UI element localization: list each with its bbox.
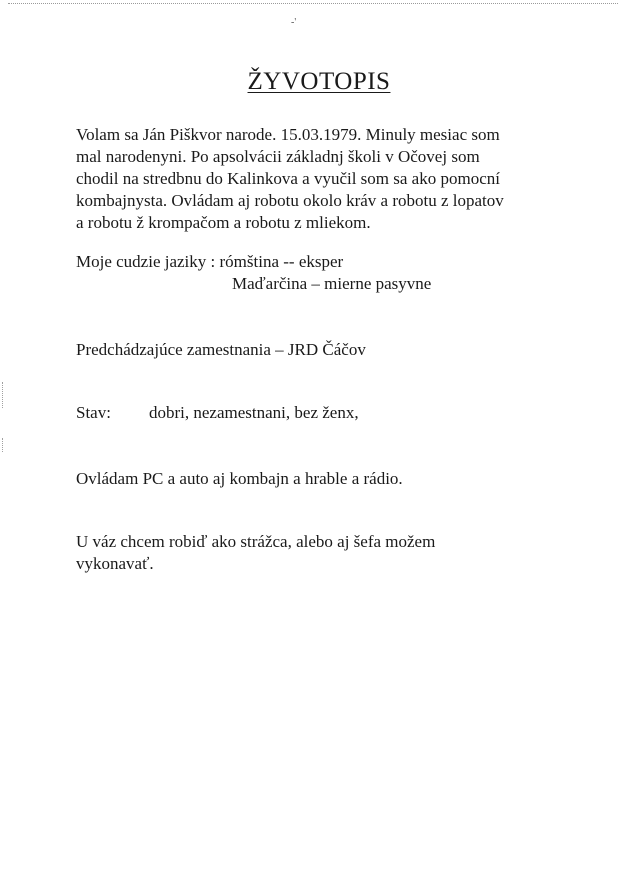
languages-line: Moje cudzie jaziky : rómština -- eksper [76, 252, 344, 271]
document-title: ŽYVOTOPIS [247, 68, 391, 95]
intro-line: mal narodenyni. Po apsolvácii základnj školi v Očovej som [76, 147, 480, 166]
skills-line: Ovládam PC a auto aj kombajn a hrable a rádio. [76, 469, 403, 488]
languages-second-line: Maďarčina – mierne pasyvne [232, 274, 432, 293]
scan-edge-top [8, 3, 618, 4]
status-value: dobri, nezamestnani, bez ženx, [149, 403, 359, 422]
closing-line: vykonavať. [76, 554, 154, 573]
closing-line: U váz chcem robiď ako strážca, alebo aj šefa možem [76, 532, 436, 551]
scan-mark: -' [291, 17, 297, 28]
intro-line: Volam sa Ján Piškvor narode. 15.03.1979. Minuly mesiac som [76, 125, 500, 144]
scan-edge-left-lower [2, 438, 3, 452]
previous-jobs-line: Predchádzajúce zamestnania – JRD Čáčov [76, 340, 366, 359]
intro-line: chodil na stredbnu do Kalinkova a vyučil som sa ako pomocní [76, 169, 500, 188]
intro-line: kombajnysta. Ovládam aj robotu okolo kráv a robotu z lopatov [76, 191, 504, 210]
status-label: Stav: [76, 403, 111, 422]
scan-edge-left [2, 382, 3, 408]
intro-paragraph [76, 124, 576, 234]
intro-line: a robotu ž krompačom a robotu z mliekom. [76, 213, 371, 232]
closing-paragraph [76, 531, 556, 575]
